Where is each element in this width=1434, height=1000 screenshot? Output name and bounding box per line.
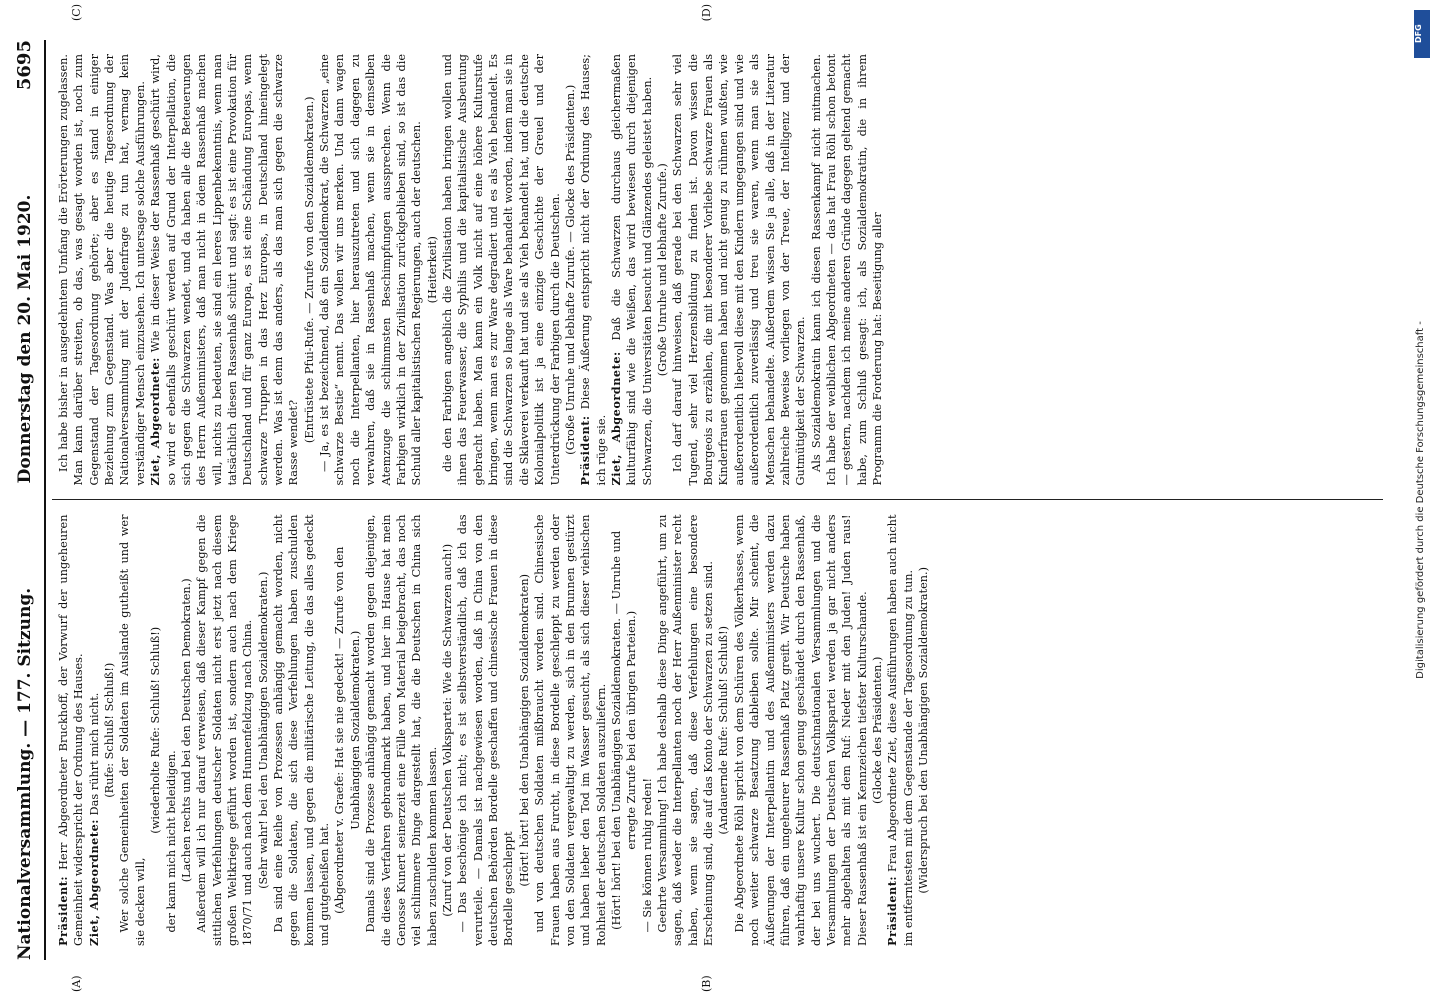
speaker-name: Ziet, Abgeordnete: (608, 351, 623, 486)
paragraph: (Sehr wahr! bei den Unabhängigen Sozialdemokraten.) (256, 571, 270, 889)
paragraph: Da sind eine Reihe von Prozessen anhängig gemacht worden, nicht gegen die Soldaten, die sich diese Verfehlungen haben zuschulden kommen lassen, und gegen die militärische Leitung, die das alles gedeckt und gutgeheißen hat. (272, 514, 332, 946)
paragraph: (Große Unruhe und lebhafte Zurufe.) (656, 163, 670, 377)
paragraph: (Lachen rechts und bei den Deutschen Demokraten.) (179, 578, 193, 883)
speaker-name: Präsident: (56, 875, 70, 946)
paragraph: (Andauernde Rufe: Schluß! Schluß!) (717, 625, 731, 835)
paragraph: Ich darf darauf hinweisen, daß gerade bei den Schwarzen sehr viel Tugend, sehr viel Herzensbildung zu finden ist. Davon wissen die Bourgeois zu erzählen, die mit besonderer Vorliebe schwarze Frauen als Kinderfrauen genommen haben und nicht genug zu rühmen wußten, wie außerordentlich liebevoll diese mit den Kindern umgegangen sind und wie außerordentlich zuverlässig und treu sie waren, wenn man sie als Menschen behandelte. Außerdem wissen Sie ja alle, daß in der Literatur zahlreiche Beweise vorliegen von der Treue, der Intelligenz und der Gutmütigkeit der Schwarzen. (671, 54, 808, 486)
paragraph: Ziet, Abgeordnete: Wie in dieser Weise der Rassenhaß geschürt wird, so wird er ebenfalls geschürt werden auf Grund der Interpellation, die sich gegen die Schwarzen wendet, und da haben alle die Beteuerungen des Herrn Außenministers, daß man nicht in ödem Rassenhaß machen will, nichts zu bedeuten, sie sind ein leeres Lippenbekenntnis, wenn man tatsächlich diesen Rassenhaß schürt und sagt: es ist eine Provokation für Deutschland und für ganz Europa, es ist eine Schändung Europas, wenn schwarze Truppen in das Herz Europas, in Deutschland hineingelegt werden. Was ist denn das anders, als das man sich gegen die schwarze Rasse wendet? (148, 54, 301, 486)
paragraph: (Zuruf von der Deutschen Volkspartei: Wie die Schwarzen auch!) (440, 543, 454, 917)
paragraph: Die Abgeordnete Röhl spricht von dem Schüren des Völkerhasses, wenn noch weiter schwarze Besatzung dableiben sollte. Mir scheint, die Äußerungen der Interpellantin und des Außenministers werden dazu führen, daß ein ungeheurer Rassenhaß Platz greift. Wir Deutsche haben wahrhaftig unsere Kultur schon genug geschändet durch den Rassenhaß, der bei uns wuchert. Die deutschnationalen Versammlungen und die Versammlungen der Deutschen Volkspartei werden ja gar nicht anders mehr abgehalten als mit dem Ruf: Nieder mit den Juden! Juden raus! Dieser Rassenhaß ist ein Kennzeichen tiefster Kulturschande. (732, 514, 869, 946)
column-left (52, 501, 1383, 961)
paragraph: (Hört! hört! bei den Unabhängigen Sozialdemokraten. — Unruhe und erregte Zurufe bei den übrigen Parteien.) (609, 530, 639, 930)
paragraph: (Heiterkeit) (425, 236, 439, 304)
paragraph: Präsident: Frau Abgeordnete Ziet, diese Ausführungen haben auch nicht im entferntesten mit dem Gegenstande der Tagesordnung zu tun. (885, 514, 915, 946)
paragraph: (Entrüstete Pfui-Rufe. — Zurufe von den Sozialdemokraten.) (302, 96, 316, 444)
speaker-name: Präsident: (578, 415, 593, 486)
paragraph: Als Sozialdemokratin kann ich diesen Rassenkampf nicht mitmachen. Ich habe der weiblichen Abgeordneten — das hat Frau Röhl schon betont — gestern, nachdem ich meine anderen Gründe dagegen geltend gemacht habe, zum Schluß gesagt: ich, als Sozialdemokratin, die in ihrem Programm die Forderung hat: Beseitigung aller (809, 54, 885, 486)
paragraph: — Das beschönige ich nicht; es ist selbstverständlich, daß ich das verurteile. — Damals ist nachgewiesen worden, daß in China von den deutschen Behörden Bordelle geschaffen und chinesische Frauen in diese Bordelle geschleppt (456, 514, 516, 946)
paragraph: Ziet, Abgeordnete: Daß die Schwarzen durchaus gleichermaßen kulturfähig sind wie die Weißen, das wird bewiesen durch diejenigen Schwarzen, die Universitäten besucht und Glänzendes geleistet haben. (608, 54, 654, 486)
paragraph: Außerdem will ich nur darauf verweisen, daß dieser Kampf gegen die sittlichen Verfehlungen deutscher Soldaten nicht erst jetzt nach diesem großen Weltkriege geführt worden ist, sondern auch nach dem Kriege 1870/71 und auch nach dem Hunnenfeldzug nach China. (195, 514, 255, 946)
margin-marker-b: (B) (700, 975, 713, 992)
header-left: Nationalversammlung. — 177. Sitzung. (15, 587, 35, 960)
header-date: Donnerstag den 20. Mai 1920. (15, 194, 35, 484)
paragraph: Ich habe bisher in ausgedehntem Umfang die Erörterungen zugelassen. Man kann darüber streiten, ob das, was gesagt worden ist, noch zum Gegenstand der Tagesordnung gehörte; aber es stand in einiger Beziehung zum Gegenstand. Was aber die heutige Tagesordnung der Nationalversammlung mit der Judenfrage zu tun hat, vermag kein verständiger Mensch einzusehen. Ich untersage solche Ausführungen. (57, 54, 147, 486)
margin-marker-c: (C) (70, 4, 83, 21)
paragraph: der kann mich nicht beleidigen. (164, 750, 178, 933)
paragraph: Geehrte Versammlung! Ich habe deshalb diese Dinge angeführt, um zu sagen, daß weder die Interpellanten noch der Herr Außenminister recht haben, wenn sie sagen, daß diese Verfehlungen eine besondere Erscheinung sind, die auf das Konto der Schwarzen zu setzen sind. (656, 514, 716, 946)
speaker-name: Ziet, Abgeordnete: (148, 357, 163, 486)
paragraph: Damals sind die Prozesse anhängig gemacht worden gegen diejenigen, die dieses Verfahren gebrandmarkt haben, und hier im Hause hat mein Genosse Kunert seinerzeit eine Fülle von Material beigebracht, das noch viel schlimmere Dinge dargestellt hat, die die Deutschen in China sich haben zuschulden kommen lassen. (364, 514, 439, 946)
paragraph: (Abgeordneter v. Graefe: Hat sie nie gedeckt! — Zurufe von den Unabhängigen Sozialdemokraten.) (333, 546, 362, 914)
paragraph: (Rufe: Schluß! Schluß!) (103, 662, 117, 798)
paragraph: (Hört! hört! bei den Unabhängigen Sozialdemokraten) (517, 573, 531, 887)
text-columns (52, 40, 1383, 960)
page-header (14, 40, 46, 960)
column-right (52, 40, 1383, 500)
paragraph: und von deutschen Soldaten mißbraucht worden sind. Chinesische Frauen haben aus Furcht, in diese Bordelle geschleppt zu werden oder von den Soldaten vergewaltigt zu werden, sich in den Brunnen gestürzt und haben lieber den Tod im Wasser gesucht, als sich dieser viehischen Rohheit der deutschen Soldaten auszuliefern. (533, 514, 608, 946)
paragraph: die den Farbigen angeblich die Zivilisation haben bringen wollen und ihnen das Feuerwasser, die Syphilis und die kapitalistische Ausbeutung gebracht haben. Man kann ein Volk nicht auf eine höhere Kulturstufe bringen, wenn man es zur Ware degradiert und es als Vieh behandelt. Es sind die Schwarzen so lange als Ware behandelt worden, indem man sie in die Sklaverei verkauft hat und sie als Vieh behandelt hat, und die deutsche Kolonialpolitik ist ja eine einzige Geschichte der Greuel und der Unterdrückung der Farbigen durch die Deutschen. (440, 54, 562, 486)
paragraph: Präsident: Herr Abgeordneter Bruckhoff, der Vorwurf der ungeheuren Gemeinheit widerspricht der Ordnung des Hauses. (56, 514, 86, 946)
paragraph: — Ja, es ist bezeichnend, daß ein Sozialdemokrat, die Schwarzen „eine schwarze Bestie“ nennt. Das wollen wir uns merken. Und dann wagen noch die Interpellanten, hier herauszutreten und sich dagegen zu verwahren, daß sie in Rassenhaß machen, wenn sie in demselben Atemzuge die schlimmsten Beschimpfungen aussprechen. Wenn die Farbigen wirklich in der Zivilisation zurückgeblieben sind, so ist das die Schuld aller kapitalistischen Regierungen, auch der deutschen. (318, 54, 424, 486)
speaker-name: Präsident: (885, 875, 900, 946)
dfg-logo: DFG (1414, 10, 1430, 58)
paragraph: (Glocke des Präsidenten.) (871, 656, 885, 804)
paragraph: (Große Unruhe und lebhafte Zurufe. — Glocke des Präsidenten.) (563, 84, 577, 455)
page-number: 5695 (14, 40, 35, 91)
paragraph: (Widerspruch bei den Unabhängigen Sozialdemokraten.) (917, 566, 931, 894)
paragraph: Ziet, Abgeordnete: Das rührt mich nicht. (86, 692, 101, 946)
margin-marker-a: (A) (70, 975, 83, 992)
speaker-name: Ziet, Abgeordnete: (86, 819, 101, 946)
digitization-note-text: Digitalisierung gefördert durch die Deutsche Forschungsgemeinschaft - (1415, 321, 1426, 679)
paragraph: — Sie können ruhig reden! (640, 777, 654, 933)
paragraph: (wiederholte Rufe: Schluß! Schluß!) (149, 626, 163, 834)
digitization-note (1410, 0, 1432, 1000)
paragraph: Präsident: Diese Äußerung entspricht nicht der Ordnung des Hauses; ich rüge sie. (578, 54, 608, 486)
paragraph: Wer solche Gemeinheiten der Soldaten im Auslande gutheißt und wer sie decken will, (118, 514, 147, 946)
margin-marker-d: (D) (700, 4, 713, 22)
